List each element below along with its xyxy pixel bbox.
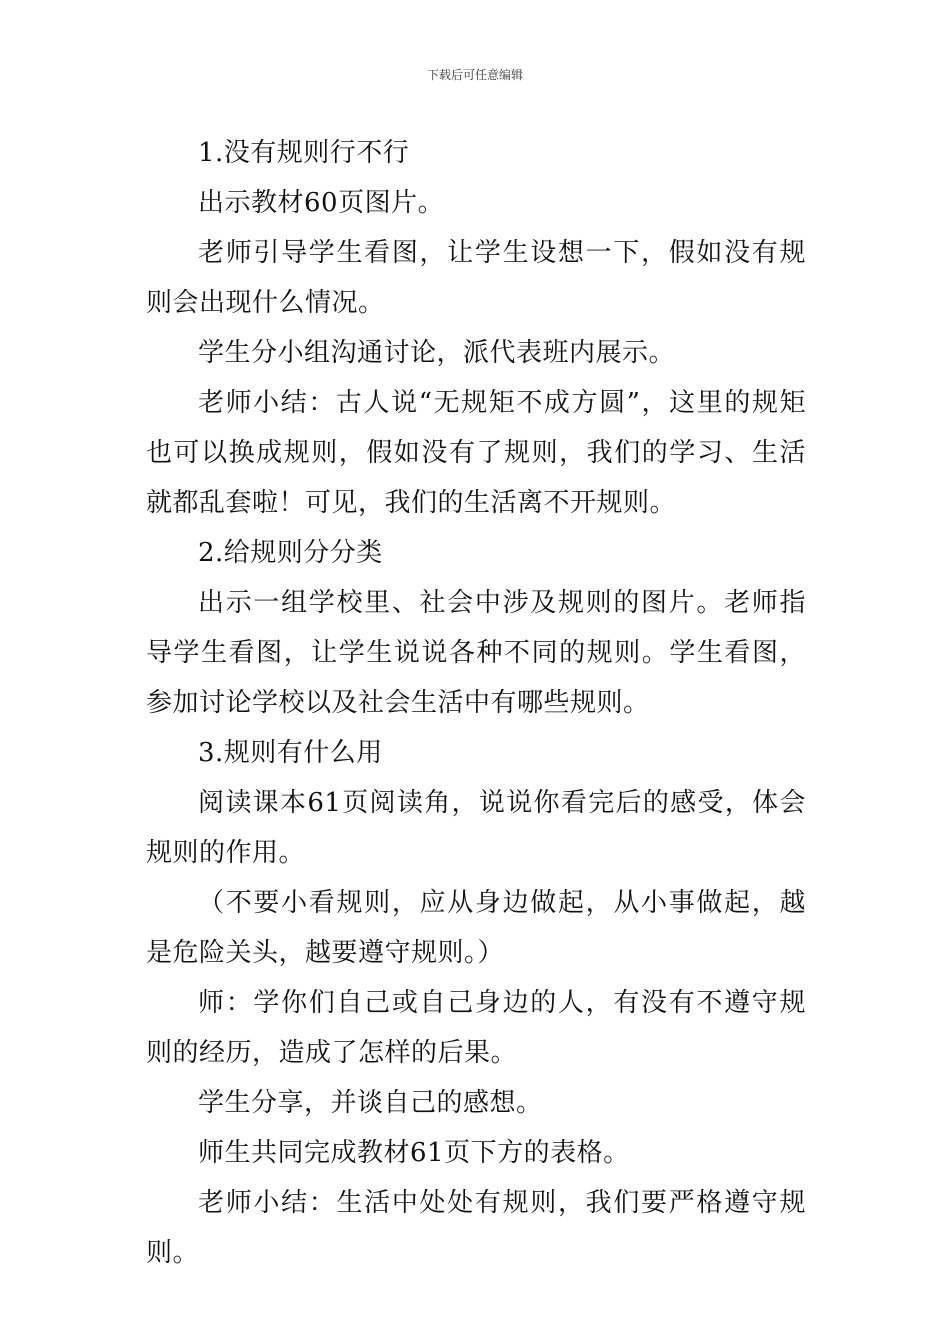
paragraph: 出示教材60页图片。 (198, 188, 445, 218)
page-header: 下载后可任意编辑 (426, 68, 523, 82)
paragraph: 老师引导学生看图，让学生设想一下，假如没有规则会出现什么情况。 (146, 238, 806, 318)
document-body (146, 128, 806, 1278)
paragraph: 学生分小组沟通讨论，派代表班内展示。 (198, 338, 676, 368)
section-heading-3: 3.规则有什么用 (198, 738, 383, 768)
paragraph: （不要小看规则，应从身边做起，从小事做起，越是危险关头，越要遵守规则。） (146, 888, 806, 968)
paragraph: 阅读课本61页阅读角，说说你看完后的感受，体会规则的作用。 (146, 788, 806, 868)
paragraph: 学生分享，并谈自己的感想。 (198, 1088, 543, 1118)
paragraph: 出示一组学校里、社会中涉及规则的图片。老师指导学生看图，让学生说说各种不同的规则。学生看图，参加讨论学校以及社会生活中有哪些规则。 (146, 588, 806, 718)
paragraph: 师生共同完成教材61页下方的表格。 (198, 1138, 630, 1168)
paragraph: 老师小结：古人说“无规矩不成方圆”，这里的规矩也可以换成规则，假如没有了规则，我们的学习、生活就都乱套啦！可见，我们的生活离不开规则。 (146, 388, 806, 518)
paragraph: 师：学你们自己或自己身边的人，有没有不遵守规则的经历，造成了怎样的后果。 (146, 988, 806, 1068)
paragraph: 老师小结：生活中处处有规则，我们要严格遵守规则。 (146, 1188, 806, 1268)
section-heading-1: 1.没有规则行不行 (198, 138, 410, 168)
section-heading-2: 2.给规则分分类 (198, 538, 383, 568)
